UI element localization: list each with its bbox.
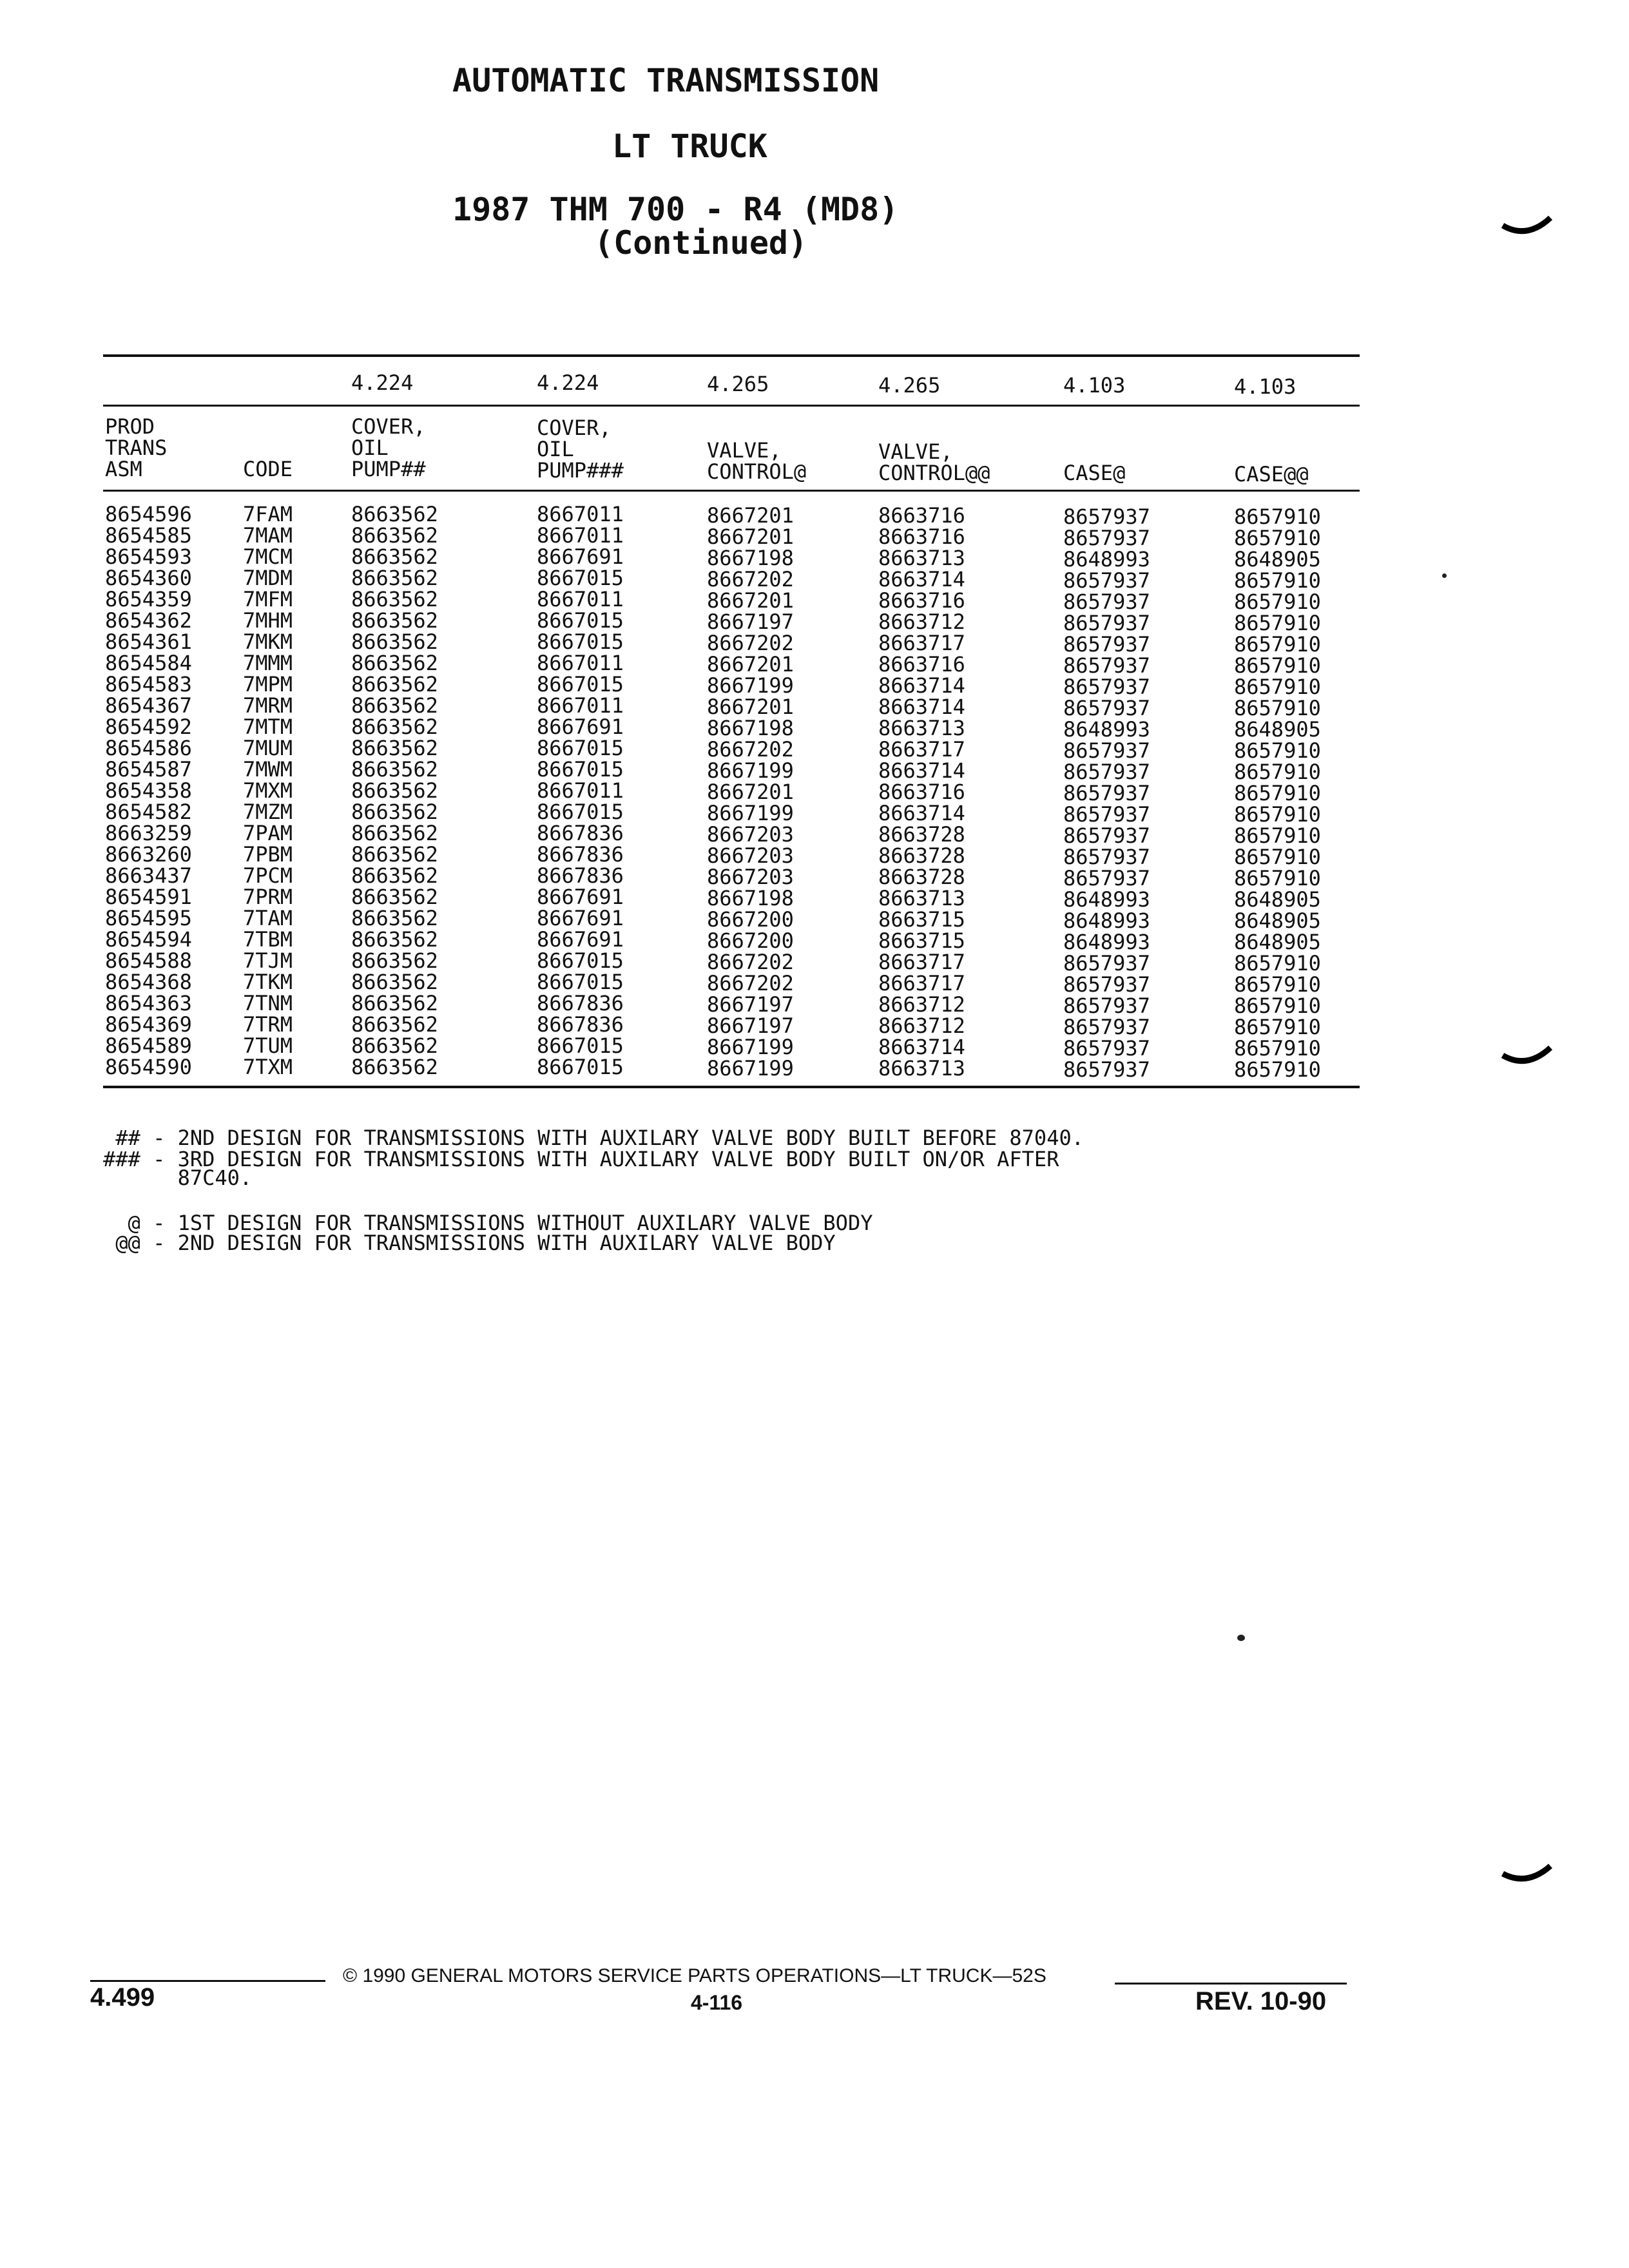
table-cell: 7MWM (243, 757, 293, 782)
table-cell: 8663714 (878, 801, 965, 825)
table-cell: 8667201 (707, 503, 794, 528)
table-cell: 8667836 (537, 863, 624, 888)
table-cell: 8657910 (1234, 738, 1321, 763)
table-cell: 8657910 (1234, 1036, 1321, 1061)
table-cell: 7TBM (243, 927, 293, 952)
table-cell: 8667015 (537, 948, 624, 973)
title-line-3: 1987 THM 700 - R4 (MD8) (452, 191, 899, 228)
table-cell: 8663717 (878, 950, 965, 974)
table-cell: 8667015 (537, 736, 624, 760)
table-cell: 8654369 (105, 1012, 192, 1037)
table-cell: 8667015 (537, 970, 624, 994)
table-cell: 8663728 (878, 843, 965, 868)
table-cell: 8654359 (105, 587, 192, 611)
table-cell: 8667201 (707, 652, 794, 677)
table-cell: 8663717 (878, 737, 965, 762)
table-cell: 8663562 (351, 1033, 438, 1058)
table-cell: 8654595 (105, 906, 192, 930)
table-cell: 7MCM (243, 544, 293, 569)
header-valve-control-2: VALVE, CONTROL@@ (878, 439, 990, 485)
table-cell: 8657937 (1063, 590, 1150, 614)
footer-revision: REV. 10-90 (1195, 1987, 1327, 2015)
table-cell: 8667691 (537, 927, 624, 952)
table-cell: 7TNM (243, 991, 293, 1015)
footer-page-number: 4-116 (691, 1991, 743, 2014)
table-cell: 8657910 (1234, 632, 1321, 657)
table-cell: 8657937 (1063, 972, 1150, 997)
table-cell: 8648993 (1063, 547, 1150, 572)
table-cell: 8663562 (351, 800, 438, 824)
table-cell: 8657937 (1063, 866, 1150, 890)
group-ref: 4.265 (878, 373, 941, 398)
table-cell: 8657910 (1234, 760, 1321, 784)
table-cell: 8663562 (351, 757, 438, 782)
table-cell: 8667691 (537, 885, 624, 909)
footnote: @ - 1ST DESIGN FOR TRANSMISSIONS WITHOUT AUXILARY VALVE BODY (103, 1211, 873, 1235)
table-cell: 8648905 (1234, 717, 1321, 742)
table-cell: 8667201 (707, 524, 794, 549)
table-cell: 7PRM (243, 885, 293, 909)
table-cell: 8667015 (537, 629, 624, 654)
table-cell: 8663715 (878, 907, 965, 932)
table-cell: 8657910 (1234, 568, 1321, 593)
table-cell: 7TAM (243, 906, 293, 930)
table-cell: 8657910 (1234, 505, 1321, 529)
table-cell: 7TRM (243, 1012, 293, 1037)
table-cell: 8667691 (537, 715, 624, 739)
table-cell: 7MMM (243, 651, 293, 675)
table-cell: 8663714 (878, 673, 965, 698)
table-cell: 7MXM (243, 778, 293, 803)
table-cell: 7PCM (243, 863, 293, 888)
table-cell: 8667201 (707, 588, 794, 613)
table-cell: 8667836 (537, 821, 624, 845)
table-cell: 8663562 (351, 948, 438, 973)
table-cell: 8663728 (878, 822, 965, 847)
column-case-1 (1063, 506, 1150, 1081)
title-line-2: LT TRUCK (612, 128, 767, 165)
table-cell: 8663562 (351, 523, 438, 548)
table-cell: 8657910 (1234, 696, 1321, 720)
table-cell: 8654596 (105, 502, 192, 526)
table-cell: 8654585 (105, 523, 192, 548)
table-cell: 8663562 (351, 608, 438, 633)
table-cell: 7TKM (243, 970, 293, 994)
table-cell: 8667011 (537, 523, 624, 548)
table-cell: 8663562 (351, 842, 438, 867)
table-cell: 8663713 (878, 716, 965, 740)
table-cell: 8663562 (351, 885, 438, 909)
table-cell: 8663562 (351, 970, 438, 994)
table-cell: 7TUM (243, 1033, 293, 1058)
table-cell: 8654582 (105, 800, 192, 824)
table-cell: 7MUM (243, 736, 293, 760)
header-prod-trans-asm: PROD TRANS ASM (105, 414, 168, 481)
table-cell: 8648993 (1063, 908, 1150, 933)
table-cell: 8663714 (878, 695, 965, 719)
table-cell: 8663562 (351, 715, 438, 739)
table-cell: 8663714 (878, 1035, 965, 1059)
group-ref: 4.103 (1234, 374, 1296, 399)
table-cell: 8667198 (707, 716, 794, 740)
table-cell: 8654588 (105, 948, 192, 973)
table-cell: 8663714 (878, 567, 965, 591)
table-cell: 8667197 (707, 992, 794, 1017)
table-cell: 8657937 (1063, 802, 1150, 827)
title-line-1: AUTOMATIC TRANSMISSION (452, 62, 880, 99)
table-cell: 8663714 (878, 758, 965, 783)
table-cell: 8657937 (1063, 611, 1150, 635)
footnote: 87C40. (103, 1166, 253, 1190)
table-cell: 8657910 (1234, 781, 1321, 805)
table-cell: 8663562 (351, 821, 438, 845)
header-case-1: CASE@ (1063, 461, 1126, 485)
table-cell: 8657910 (1234, 590, 1321, 614)
header-valve-control-1: VALVE, CONTROL@ (707, 438, 807, 484)
table-cell: 8654361 (105, 629, 192, 654)
table-cell: 8654360 (105, 566, 192, 590)
binder-mark (1501, 213, 1553, 238)
table-cell: 8654358 (105, 778, 192, 803)
table-cell: 8654592 (105, 715, 192, 739)
table-cell: 8667836 (537, 991, 624, 1015)
table-cell: 8667199 (707, 673, 794, 698)
table-cell: 8663562 (351, 1055, 438, 1079)
table-cell: 8667197 (707, 610, 794, 634)
table-cell: 8657937 (1063, 675, 1150, 699)
table-cell: 8667203 (707, 822, 794, 847)
table-cell: 8657937 (1063, 1036, 1150, 1061)
table-cell: 8663259 (105, 821, 192, 845)
table-cell: 8657937 (1063, 1015, 1150, 1039)
column-valve-control-2 (878, 505, 965, 1079)
table-cell: 7MFM (243, 587, 293, 611)
column-prod-trans-asm (105, 504, 192, 1078)
table-cell: 8667011 (537, 693, 624, 718)
column-cover-oil-pump-3 (537, 504, 624, 1078)
table-cell: 8667198 (707, 886, 794, 910)
table-cell: 8663716 (878, 503, 965, 528)
speck (1237, 1635, 1245, 1641)
table-cell: 8657937 (1063, 738, 1150, 763)
table-cell: 8667199 (707, 1035, 794, 1059)
table-cell: 8663562 (351, 587, 438, 611)
table-cell: 8654593 (105, 544, 192, 569)
table-cell: 8654363 (105, 991, 192, 1015)
table-cell: 8667011 (537, 502, 624, 526)
table-cell: 8654368 (105, 970, 192, 994)
table-cell: 8667836 (537, 842, 624, 867)
table-cell: 8667202 (707, 737, 794, 762)
table-cell: 8663712 (878, 992, 965, 1017)
table-cell: 8663437 (105, 863, 192, 888)
table-cell: 8663562 (351, 651, 438, 675)
column-case-2 (1234, 506, 1321, 1081)
table-cell: 7FAM (243, 502, 293, 526)
table-cell: 8657910 (1234, 611, 1321, 635)
table-cell: 8648905 (1234, 887, 1321, 912)
column-cover-oil-pump-2 (351, 504, 438, 1078)
table-cell: 8667015 (537, 566, 624, 590)
table-cell: 8667199 (707, 1056, 794, 1081)
footnote: @@ - 2ND DESIGN FOR TRANSMISSIONS WITH AUXILARY VALVE BODY (103, 1231, 836, 1255)
table-cell: 8657910 (1234, 845, 1321, 869)
table-cell: 8648905 (1234, 930, 1321, 954)
table-cell: 8663562 (351, 927, 438, 952)
table-cell: 8667015 (537, 757, 624, 782)
table-cell: 8657910 (1234, 653, 1321, 678)
table-cell: 8663716 (878, 588, 965, 613)
footer-section-number: 4.499 (90, 1983, 155, 2012)
table-cell: 8648905 (1234, 908, 1321, 933)
table-cell: 8654587 (105, 757, 192, 782)
table-cell: 8667201 (707, 780, 794, 804)
table-cell: 8663713 (878, 886, 965, 910)
table-cell: 8667199 (707, 801, 794, 825)
table-cell: 7MHM (243, 608, 293, 633)
table-cell: 8667201 (707, 695, 794, 719)
table-cell: 8663717 (878, 971, 965, 995)
table-cell: 8657910 (1234, 802, 1321, 827)
table-cell: 8663716 (878, 524, 965, 549)
table-cell: 8667198 (707, 546, 794, 570)
table-cell: 8657910 (1234, 823, 1321, 848)
table-cell: 8663562 (351, 544, 438, 569)
table-cell: 8667199 (707, 758, 794, 783)
group-ref: 4.103 (1063, 373, 1126, 398)
binder-mark (1501, 1044, 1553, 1070)
table-cell: 8648993 (1063, 930, 1150, 954)
table-cell: 8654589 (105, 1033, 192, 1058)
footnote: ## - 2ND DESIGN FOR TRANSMISSIONS WITH AUXILARY VALVE BODY BUILT BEFORE 87040. (103, 1126, 1084, 1150)
table-cell: 8663713 (878, 546, 965, 570)
table-cell: 8657910 (1234, 526, 1321, 550)
table-cell: 8663562 (351, 778, 438, 803)
table-cell: 8667203 (707, 843, 794, 868)
table-cell: 8657937 (1063, 1057, 1150, 1082)
table-cell: 8654591 (105, 885, 192, 909)
table-cell: 8667691 (537, 906, 624, 930)
table-cell: 8667015 (537, 672, 624, 697)
table-cell: 8663562 (351, 629, 438, 654)
table-cell: 7TJM (243, 948, 293, 973)
table-cell: 8657910 (1234, 994, 1321, 1018)
table-cell: 7MRM (243, 693, 293, 718)
table-cell: 8657937 (1063, 781, 1150, 805)
table-cell: 8657937 (1063, 823, 1150, 848)
table-cell: 8667015 (537, 1033, 624, 1058)
table-cell: 8657910 (1234, 866, 1321, 890)
table-cell: 8667836 (537, 1012, 624, 1037)
table-cell: 8648993 (1063, 887, 1150, 912)
group-ref: 4.224 (537, 370, 599, 395)
table-cell: 8654590 (105, 1055, 192, 1079)
table-cell: 8648993 (1063, 717, 1150, 742)
column-valve-control-1 (707, 505, 794, 1079)
table-cell: 8648905 (1234, 547, 1321, 572)
table-cell: 8663717 (878, 631, 965, 655)
table-cell: 8663562 (351, 991, 438, 1015)
table-cell: 8667015 (537, 800, 624, 824)
table-cell: 8657910 (1234, 951, 1321, 975)
table-cell: 7TXM (243, 1055, 293, 1079)
table-cell: 8657937 (1063, 568, 1150, 593)
table-cell: 7PAM (243, 821, 293, 845)
table-cell: 7MTM (243, 715, 293, 739)
table-cell: 8667691 (537, 544, 624, 569)
header-cover-oil-pump-2: COVER, OIL PUMP## (351, 414, 426, 481)
table-cell: 8663715 (878, 928, 965, 953)
footnote: ### - 3RD DESIGN FOR TRANSMISSIONS WITH AUXILARY VALVE BODY BUILT ON/OR AFTER (103, 1147, 1059, 1171)
header-code: CODE (243, 457, 293, 481)
table-cell: 8667015 (537, 608, 624, 633)
table-cell: 8667200 (707, 928, 794, 953)
table-cell: 8654584 (105, 651, 192, 675)
table-cell: 8657937 (1063, 505, 1150, 529)
table-cell: 8667015 (537, 1055, 624, 1079)
table-cell: 8657937 (1063, 951, 1150, 975)
table-cell: 8657937 (1063, 653, 1150, 678)
table-cell: 8654367 (105, 693, 192, 718)
table-cell: 8667011 (537, 651, 624, 675)
table-cell: 8667011 (537, 587, 624, 611)
table-top-rule (103, 354, 1360, 357)
binder-mark (1501, 1862, 1553, 1888)
table-cell: 8663562 (351, 566, 438, 590)
table-cell: 8663712 (878, 610, 965, 634)
table-cell: 8657937 (1063, 696, 1150, 720)
table-cell: 8657937 (1063, 845, 1150, 869)
group-ref: 4.224 (351, 370, 414, 395)
table-cell: 8663716 (878, 780, 965, 804)
table-cell: 8657937 (1063, 994, 1150, 1018)
table-cell: 8657910 (1234, 675, 1321, 699)
table-cell: 8667203 (707, 865, 794, 889)
table-cell: 7MAM (243, 523, 293, 548)
table-cell: 8663562 (351, 693, 438, 718)
table-cell: 8663562 (351, 672, 438, 697)
table-cell: 7PBM (243, 842, 293, 867)
header-cover-oil-pump-3: COVER, OIL PUMP### (537, 416, 624, 483)
table-cell: 8657937 (1063, 632, 1150, 657)
table-cell: 8654362 (105, 608, 192, 633)
speck (1442, 573, 1447, 578)
group-ref: 4.265 (707, 372, 769, 396)
table-cell: 8654594 (105, 927, 192, 952)
table-cell: 8663562 (351, 1012, 438, 1037)
table-cell: 8667197 (707, 1014, 794, 1038)
table-cell: 8667200 (707, 907, 794, 932)
table-cell: 8657910 (1234, 1015, 1321, 1039)
table-cell: 8663713 (878, 1056, 965, 1081)
table-cell: 8663712 (878, 1014, 965, 1038)
table-cell: 8654583 (105, 672, 192, 697)
table-cell: 8657910 (1234, 1057, 1321, 1082)
table-cell: 8663562 (351, 502, 438, 526)
title-line-4: (Continued) (594, 224, 808, 262)
footer-rule-left (90, 1980, 325, 1982)
column-code (243, 504, 293, 1078)
table-cell: 8657937 (1063, 760, 1150, 784)
table-group-rule (103, 405, 1360, 407)
table-header-rule (103, 490, 1360, 492)
table-cell: 8654586 (105, 736, 192, 760)
table-cell: 8663728 (878, 865, 965, 889)
table-cell: 8667202 (707, 631, 794, 655)
table-cell: 8663716 (878, 652, 965, 677)
footer-rule-right (1115, 1983, 1347, 1984)
header-case-2: CASE@@ (1234, 462, 1309, 486)
table-cell: 8663562 (351, 906, 438, 930)
table-cell: 7MDM (243, 566, 293, 590)
table-cell: 8657937 (1063, 526, 1150, 550)
table-cell: 8667202 (707, 567, 794, 591)
table-cell: 8667202 (707, 971, 794, 995)
table-cell: 7MKM (243, 629, 293, 654)
table-cell: 8657910 (1234, 972, 1321, 997)
table-cell: 8667011 (537, 778, 624, 803)
table-bottom-rule (103, 1086, 1360, 1088)
footer-copyright: © 1990 GENERAL MOTORS SERVICE PARTS OPERATIONS—LT TRUCK—52S (343, 1965, 1046, 1986)
table-cell: 7MZM (243, 800, 293, 824)
table-cell: 8667202 (707, 950, 794, 974)
table-cell: 8663562 (351, 736, 438, 760)
table-cell: 8663562 (351, 863, 438, 888)
table-cell: 7MPM (243, 672, 293, 697)
table-cell: 8663260 (105, 842, 192, 867)
